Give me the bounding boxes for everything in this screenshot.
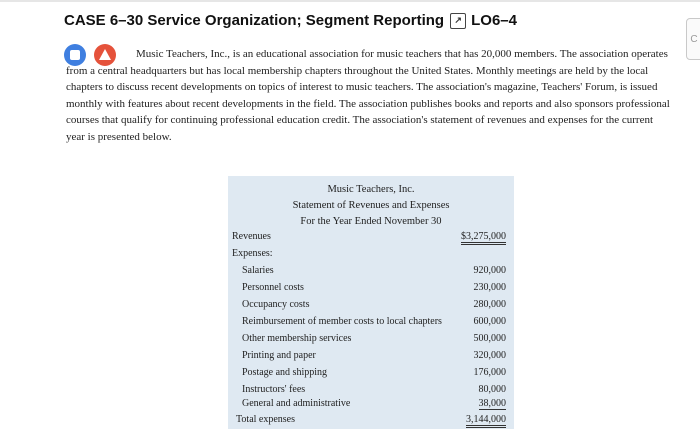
total-expenses-row — [228, 414, 514, 429]
expense-amount: 38,000 — [478, 398, 506, 409]
expense-label: Printing and paper — [242, 350, 316, 361]
expense-label: Reimbursement of member costs to local chapters — [242, 316, 442, 327]
expense-amount: 320,000 — [473, 350, 506, 361]
statement-company: Music Teachers, Inc. — [327, 184, 415, 195]
expense-label: Personnel costs — [242, 282, 304, 293]
expense-label: Other membership services — [242, 333, 352, 344]
side-panel-tab-label: C — [690, 33, 698, 45]
expense-row — [228, 398, 514, 413]
expense-row — [228, 299, 514, 314]
expense-row — [228, 384, 514, 399]
expense-label: Salaries — [242, 265, 274, 276]
statement-title: Statement of Revenues and Expenses — [292, 200, 450, 211]
statement-header — [228, 182, 514, 230]
top-divider — [0, 0, 700, 2]
expense-row — [228, 316, 514, 331]
expense-label: General and administrative — [242, 398, 351, 409]
case-title-row — [64, 12, 517, 29]
expense-row — [228, 350, 514, 365]
external-link-icon[interactable]: ↗ — [450, 13, 466, 29]
case-description: Music Teachers, Inc., is an educational association for music teachers that has 20,000 members. The association operates from a central headquarters but has local membership chapters throughout the United States. Monthly meetings are held by the local chapters to discuss recent developments on topics of interest to music teachers. The association's magazine, Teachers' Forum, is issued monthly with features about recent developments in the field. The association publishes books and reports and also sponsors professional courses that qualify for continuing professional education credit. The association's statement of revenues and expenses for the current year is presented below. — [66, 48, 670, 143]
expense-amount: 230,000 — [473, 282, 506, 293]
expense-row — [228, 265, 514, 280]
expense-row — [228, 367, 514, 382]
expense-row — [228, 282, 514, 297]
side-panel-tab[interactable] — [686, 18, 700, 60]
revenues-row — [228, 231, 514, 246]
expense-amount: 80,000 — [478, 384, 506, 395]
statement-period: For the Year Ended November 30 — [300, 216, 442, 227]
total-expenses-amount: 3,144,000 — [466, 414, 506, 428]
case-title: CASE 6–30 Service Organization; Segment Reporting — [64, 12, 445, 29]
expenses-label: Expenses: — [232, 248, 273, 259]
learning-objective: LO6–4 — [471, 12, 517, 29]
expense-amount: 176,000 — [473, 367, 506, 378]
revenues-amount: $3,275,000 — [461, 231, 506, 245]
expense-label: Postage and shipping — [242, 367, 327, 378]
expenses-heading-row — [228, 248, 514, 263]
expense-amount: 600,000 — [473, 316, 506, 327]
expense-label: Occupancy costs — [242, 299, 310, 310]
expense-amount: 500,000 — [473, 333, 506, 344]
expense-label: Instructors' fees — [242, 384, 306, 395]
expense-amount: 920,000 — [473, 265, 506, 276]
total-expenses-label: Total expenses — [236, 414, 296, 425]
expense-amount: 280,000 — [473, 299, 506, 310]
revenues-label: Revenues — [232, 231, 271, 242]
expense-row — [228, 333, 514, 348]
